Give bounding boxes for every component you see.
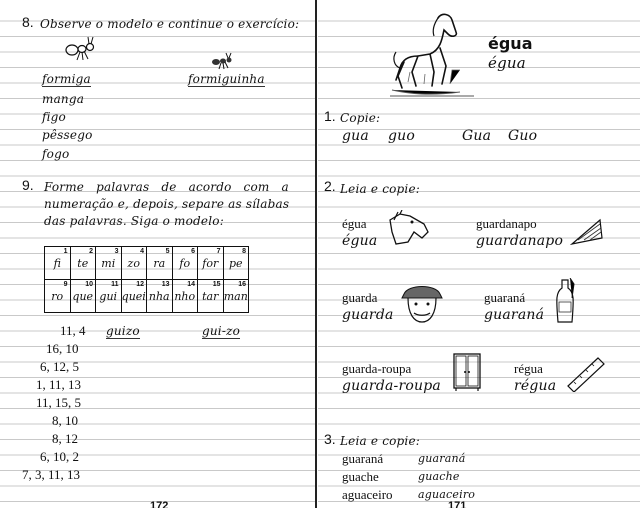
ex9-model-word: guizo bbox=[106, 324, 140, 338]
ex2-print-4: guaraná bbox=[484, 290, 526, 305]
ex9-code-3: 6, 12, 5 bbox=[40, 359, 79, 374]
ex2-print-5: guarda-roupa bbox=[342, 361, 412, 376]
page-number-right: 171 bbox=[448, 500, 467, 508]
ex2-cursive-6: régua bbox=[514, 378, 557, 394]
ex3-instruction: Leia e copie: bbox=[340, 434, 421, 448]
syllable-cell: 12 quei bbox=[121, 280, 147, 313]
page-number-left: 172 bbox=[150, 500, 169, 508]
title-print: égua bbox=[488, 34, 533, 53]
horse-head-icon bbox=[386, 210, 430, 246]
ex9-model-split: gui-zo bbox=[202, 324, 241, 338]
ex2-cursive-5: guarda-roupa bbox=[342, 378, 441, 394]
ex1-number: 1. bbox=[324, 108, 336, 124]
ex2-cursive-1: égua bbox=[342, 233, 378, 249]
ex3-cursive-2: guache bbox=[418, 470, 460, 483]
ex9-code-2: 16, 10 bbox=[46, 341, 79, 356]
ex3-cursive-1: guaraná bbox=[418, 452, 466, 465]
ex2-print-6: régua bbox=[514, 361, 543, 376]
ex1-instruction: Copie: bbox=[340, 111, 381, 125]
left-page bbox=[0, 0, 316, 508]
ex8-word-5: fogo bbox=[42, 147, 70, 161]
title-cursive: égua bbox=[488, 54, 526, 72]
ex9-code-1: 11, 4 bbox=[60, 323, 86, 338]
syllable-cell: 13 nha bbox=[147, 280, 173, 313]
syllable-cell: 9 ro bbox=[45, 280, 71, 313]
right-page bbox=[318, 0, 640, 508]
horse-illustration bbox=[390, 10, 476, 100]
ex8-number: 8. bbox=[22, 14, 34, 30]
syllable-cell: 15 tar bbox=[198, 280, 224, 313]
ex9-number: 9. bbox=[22, 177, 34, 193]
ex2-cursive-3: guarda bbox=[342, 307, 394, 323]
ex1-item-2: guo bbox=[388, 128, 416, 144]
ex1-item-1: gua bbox=[342, 128, 369, 144]
ex9-code-6: 8, 10 bbox=[52, 413, 78, 428]
syllable-cell: 11 gui bbox=[96, 280, 122, 313]
ex1-item-3: Gua bbox=[462, 128, 492, 144]
ex9-code-4: 1, 11, 13 bbox=[36, 377, 82, 392]
page-divider bbox=[315, 0, 317, 508]
guard-face-icon bbox=[400, 282, 444, 324]
ex8-word-3: figo bbox=[42, 110, 66, 124]
syllable-row-1 bbox=[45, 247, 249, 280]
syllable-cell: 1 fi bbox=[45, 247, 71, 280]
ex8-word-2: manga bbox=[42, 92, 85, 106]
ruler-icon bbox=[566, 356, 606, 392]
syllable-cell: 2 te bbox=[70, 247, 96, 280]
ex3-cursive-3: aguaceiro bbox=[418, 488, 476, 501]
ex2-instruction: Leia e copie: bbox=[340, 182, 421, 196]
ex3-print-1: guaraná bbox=[342, 451, 384, 466]
ex9-code-7: 8, 12 bbox=[52, 431, 78, 446]
ex3-print-3: aguaceiro bbox=[342, 487, 393, 502]
ex2-cursive-2: guardanapo bbox=[476, 233, 564, 249]
syllable-cell: 8 pe bbox=[223, 247, 249, 280]
syllable-cell: 14 nho bbox=[172, 280, 198, 313]
ex9-code-8: 6, 10, 2 bbox=[40, 449, 79, 464]
wardrobe-icon bbox=[452, 352, 482, 392]
ex8-model-answer: formiguinha bbox=[188, 72, 265, 86]
syllable-table bbox=[44, 246, 249, 313]
syllable-row-2 bbox=[45, 280, 249, 313]
ex2-number: 2. bbox=[324, 178, 336, 194]
ex9-code-9: 7, 3, 11, 13 bbox=[22, 467, 81, 482]
ex9-instruction-line2: numeração e, depois, separe as sílabas bbox=[44, 197, 290, 211]
syllable-cell: 7 for bbox=[198, 247, 224, 280]
ant-small-icon bbox=[210, 52, 236, 70]
ex2-print-1: égua bbox=[342, 216, 367, 231]
ex2-print-2: guardanapo bbox=[476, 216, 537, 231]
soda-bottle-icon bbox=[554, 278, 576, 324]
ex3-print-2: guache bbox=[342, 469, 379, 484]
syllable-cell: 3 mi bbox=[96, 247, 122, 280]
syllable-cell: 5 ra bbox=[147, 247, 173, 280]
syllable-cell: 6 fo bbox=[172, 247, 198, 280]
ex2-print-3: guarda bbox=[342, 290, 378, 305]
ex8-word-4: pêssego bbox=[42, 128, 93, 142]
ex2-cursive-4: guaraná bbox=[484, 307, 545, 323]
ex9-instruction-line1: Forme palavras de acordo com a bbox=[44, 180, 289, 194]
ant-big-icon bbox=[64, 34, 100, 62]
ex9-code-5: 11, 15, 5 bbox=[36, 395, 82, 410]
ex1-item-4: Guo bbox=[508, 128, 538, 144]
ex9-instruction-line3: das palavras. Siga o modelo: bbox=[44, 214, 224, 228]
napkin-icon bbox=[570, 218, 604, 246]
syllable-cell: 16 man bbox=[223, 280, 249, 313]
ex3-number: 3. bbox=[324, 431, 336, 447]
ex8-word-1: formiga bbox=[42, 72, 91, 86]
ex8-instruction: Observe o modelo e continue o exercício: bbox=[40, 17, 300, 31]
syllable-cell: 4 zo bbox=[121, 247, 147, 280]
syllable-cell: 10 que bbox=[70, 280, 96, 313]
